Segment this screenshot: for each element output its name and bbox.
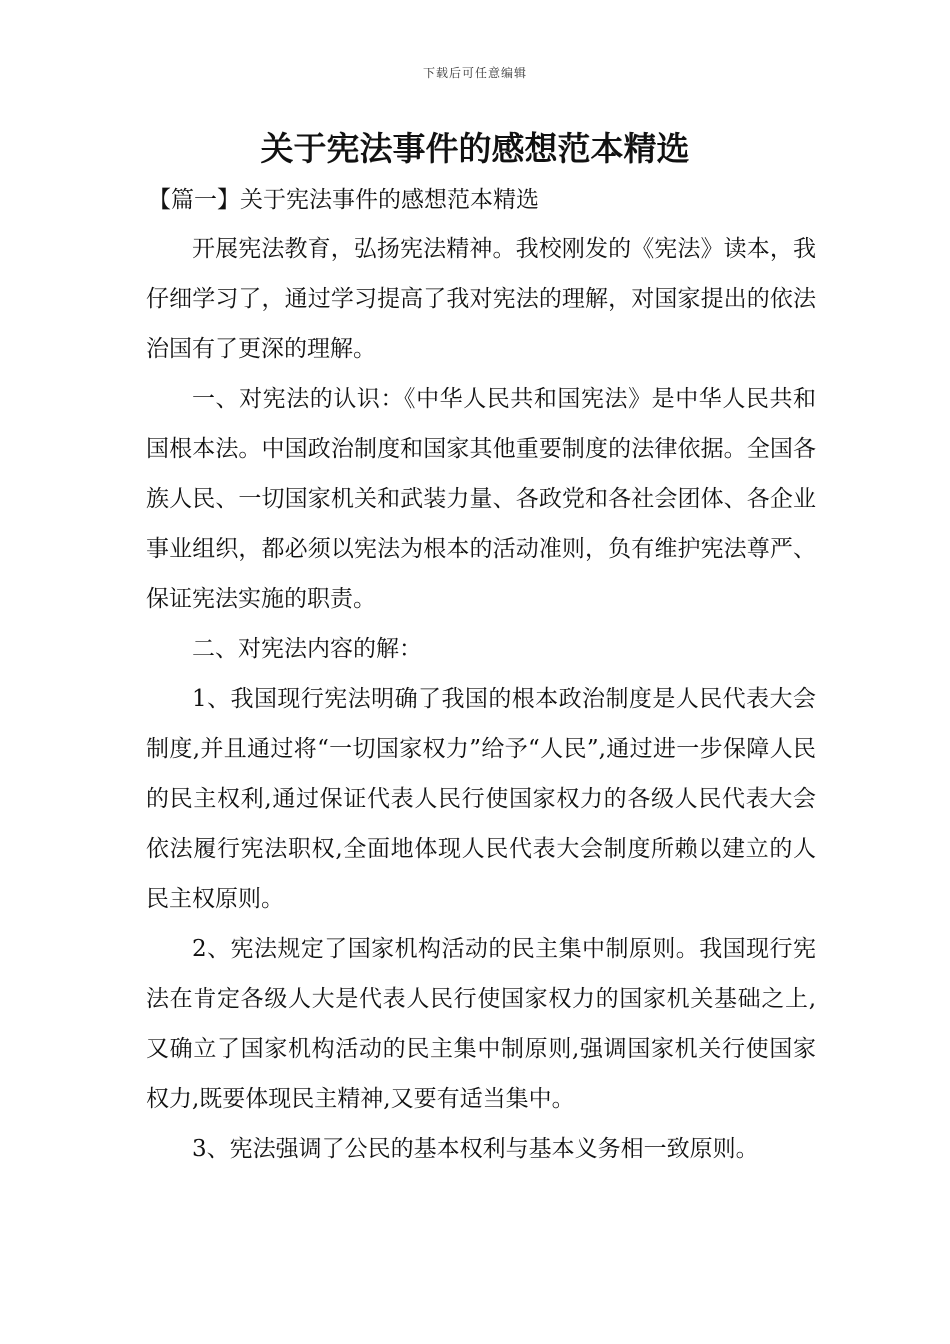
document-title: 关于宪法事件的感想范本精选 bbox=[260, 129, 690, 168]
paragraph-point-1: 1、我国现行宪法明确了我国的根本政治制度是人民代表大会制度,并且通过将“一切国家权力”给予“人民”,通过进一步保障人民的民主权利,通过保证代表人民行使国家权力的各级人民代表大会依法履行宪法职权,全面地体现人民代表大会制度所赖以建立的人民主权原则。 bbox=[146, 686, 816, 912]
paragraph-content-heading: 二、对宪法内容的解： bbox=[192, 636, 422, 662]
section-heading: 【篇一】关于宪法事件的感想范本精选 bbox=[148, 187, 539, 213]
header-note: 下载后可任意编辑 bbox=[422, 66, 527, 80]
paragraph-point-3: 3、宪法强调了公民的基本权利与基本义务相一致原则。 bbox=[192, 1136, 759, 1162]
paragraph-intro: 开展宪法教育，弘扬宪法精神。我校刚发的《宪法》读本，我仔细学习了，通过学习提高了我对宪法的理解，对国家提出的依法治国有了更深的理解。 bbox=[146, 236, 816, 362]
paragraph-understanding: 一、对宪法的认识：《中华人民共和国宪法》是中华人民共和国根本法。中国政治制度和国家其他重要制度的法律依据。全国各族人民、一切国家机关和武装力量、各政党和各社会团体、各企业事业组织，都必须以宪法为根本的活动准则，负有维护宪法尊严、保证宪法实施的职责。 bbox=[146, 386, 816, 612]
document-body bbox=[146, 224, 816, 1174]
paragraph-point-2: 2、宪法规定了国家机构活动的民主集中制原则。我国现行宪法在肯定各级人大是代表人民行使国家权力的国家机关基础之上,又确立了国家机构活动的民主集中制原则,强调国家机关行使国家权力,既要体现民主精神,又要有适当集中。 bbox=[146, 936, 816, 1112]
